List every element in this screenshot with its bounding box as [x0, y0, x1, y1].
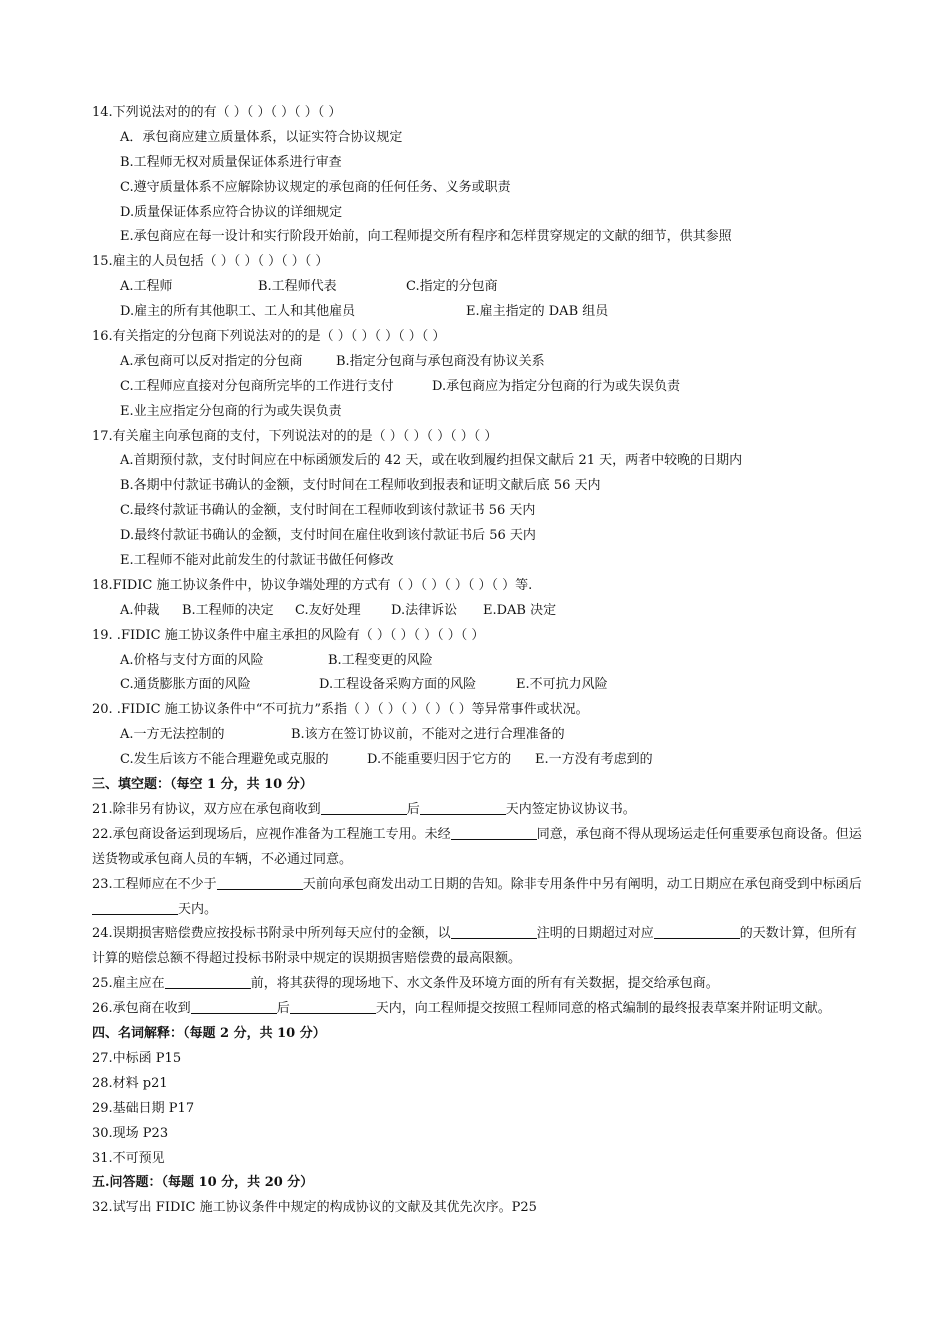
q14-option-e: E.承包商应在每一设计和实行阶段开始前，向工程师提交所有程序和怎样贯穿规定的文献的细节，供其参照 [120, 229, 732, 245]
q16-option-d: D.承包商应为指定分包商的行为或失误负责 [432, 378, 681, 394]
fill-blank [451, 825, 537, 840]
q19-option-d: D.工程设备采购方面的风险 [319, 677, 477, 693]
question-14: 14.下列说法对的的有（ ）（ ）（ ）（ ）（ ） [92, 105, 342, 120]
q16-option-b: B.指定分包商与承包商没有协议关系 [336, 353, 545, 369]
q20-option-a: A.一方无法控制的 [120, 727, 225, 743]
q19-option-e: E.不可抗力风险 [516, 677, 608, 693]
document-body [92, 101, 867, 1221]
q18-options-row [92, 599, 867, 624]
question-30: 30.现场 P23 [92, 1125, 169, 1141]
q19-option-c: C.通货膨胀方面的风险 [120, 677, 251, 693]
q16-option-a: A.承包商可以反对指定的分包商 [120, 353, 303, 369]
q17-option-b: B.各期中付款证书确认的金额，支付时间在工程师收到报表和证明文献后底 56 天内 [120, 478, 601, 494]
q14-option-b: B.工程师无权对质量保证体系进行审查 [120, 154, 342, 170]
question-27: 27.中标函 P15 [92, 1050, 182, 1066]
q15-options-row-2 [92, 300, 867, 325]
q19-option-a: A.价格与支付方面的风险 [120, 652, 264, 668]
fill-blank [92, 900, 178, 915]
question-23: 23.工程师应在不少于 天前向承包商发出动工日期的告知。除非专用条件中另有阐明，动工日期应在承包商受到中标函后天内。 [92, 876, 862, 917]
q19-option-b: B.工程变更的风险 [328, 652, 433, 668]
q17-option-a: A.首期预付款，支付时间应在中标函颁发后的 42 天，或在收到履约担保文献后 21 天，两者中较晚的日期内 [120, 453, 743, 469]
q15-option-c: C.指定的分包商 [406, 279, 498, 295]
q16-options-row-1 [92, 350, 867, 375]
q14-option-a: A．承包商应建立质量体系，以证实符合协议规定 [120, 129, 403, 145]
question-17: 17.有关雇主向承包商的支付，下列说法对的的是（ ）（ ）（ ）（ ）（ ） [92, 428, 498, 444]
question-32: 32.试写出 FIDIC 施工协议条件中规定的构成协议的文献及其优先次序。P25 [92, 1200, 537, 1216]
q15-option-a: A.工程师 [120, 279, 173, 295]
question-26: 26.承包商在收到 后 天内，向工程师提交按照工程师同意的格式编制的最终报表草案并附证明文献。 [92, 1001, 831, 1017]
q18-option-e: E.DAB 决定 [483, 602, 557, 618]
question-19: 19. .FIDIC 施工协议条件中雇主承担的风险有（ ）（ ）（ ）（ ）（ ） [92, 627, 485, 643]
q19-options-row-2 [92, 673, 867, 698]
q14-option-d: D.质量保证体系应符合协议的详细规定 [120, 204, 343, 220]
section-3-heading: 三、填空题：（每空 1 分，共 10 分） [92, 777, 313, 793]
q16-option-c: C.工程师应直接对分包商所完毕的工作进行支付 [120, 378, 394, 394]
q16-option-e: E.业主应指定分包商的行为或失误负责 [120, 403, 342, 419]
question-25: 25.雇主应在 前，将其获得的现场地下、水文条件及环境方面的所有有关数据，提交给承包商。 [92, 976, 719, 992]
fill-blank [451, 924, 537, 939]
section-5-heading: 五.问答题：（每题 10 分，共 20 分） [92, 1175, 314, 1191]
question-24: 24.误期损害赔偿费应按投标书附录中所列每天应付的金额，以 注明的日期超过对应 的天数计算，但所有计算的赔偿总额不得超过投标书附录中规定的误期损害赔偿费的最高限额。 [92, 926, 857, 967]
fill-blank [420, 800, 506, 815]
question-28: 28.材料 p21 [92, 1075, 168, 1091]
question-22: 22.承包商设备运到现场后，应视作准备为工程施工专用。未经 同意，承包商不得从现场运走任何重要承包商设备。但运送货物或承包商人员的车辆，不必通过同意。 [92, 826, 862, 867]
fill-blank [290, 999, 376, 1014]
question-31: 31.不可预见 [92, 1150, 165, 1166]
q14-option-c: C.遵守质量体系不应解除协议规定的承包商的任何任务、义务或职责 [120, 179, 511, 195]
q20-option-c: C.发生后该方不能合理避免或克服的 [120, 752, 329, 768]
q18-option-b: B.工程师的决定 [182, 602, 274, 618]
question-20: 20. .FIDIC 施工协议条件中“不可抗力”系指（ ）（ ）（ ）（ ）（ ）等异常事件或状况。 [92, 702, 589, 718]
question-15: 15.雇主的人员包括（ ）（ ）（ ）（ ）（ ） [92, 254, 329, 270]
q19-options-row-1 [92, 649, 867, 674]
q15-options-row-1 [92, 275, 867, 300]
fill-blank [654, 924, 740, 939]
fill-blank [165, 974, 251, 989]
q16-options-row-2 [92, 375, 867, 400]
q17-option-d: D.最终付款证书确认的金额，支付时间在雇住收到该付款证书后 56 天内 [120, 528, 536, 544]
q20-options-row-1 [92, 723, 867, 748]
q15-option-b: B.工程师代表 [258, 279, 337, 295]
q15-option-e: E.雇主指定的 DAB 组员 [466, 304, 609, 320]
question-18: 18.FIDIC 施工协议条件中，协议争端处理的方式有（ ）（ ）（ ）（ ）（ ）等. [92, 577, 533, 593]
q18-option-d: D.法律诉讼 [391, 602, 458, 618]
q18-option-a: A.仲裁 [120, 602, 160, 618]
section-4-heading: 四、名词解释：（每题 2 分，共 10 分） [92, 1026, 326, 1042]
q15-option-d: D.雇主的所有其他职工、工人和其他雇员 [120, 304, 356, 320]
fill-blank [217, 875, 303, 890]
question-29: 29.基础日期 P17 [92, 1100, 195, 1116]
q20-option-e: E.一方没有考虑到的 [535, 752, 653, 768]
q17-option-c: C.最终付款证书确认的金额，支付时间在工程师收到该付款证书 56 天内 [120, 503, 536, 519]
question-16: 16.有关指定的分包商下列说法对的的是（ ）（ ）（ ）（ ）（ ） [92, 329, 446, 345]
q18-option-c: C.友好处理 [295, 602, 361, 618]
q17-option-e: E.工程师不能对此前发生的付款证书做任何修改 [120, 553, 394, 569]
fill-blank [191, 999, 277, 1014]
q20-options-row-2 [92, 748, 867, 773]
q20-option-b: B.该方在签订协议前，不能对之进行合理准备的 [291, 727, 565, 743]
question-21: 21.除非另有协议，双方应在承包商收到 后 天内签定协议协议书。 [92, 801, 636, 817]
fill-blank [321, 800, 407, 815]
q20-option-d: D.不能重要归因于它方的 [367, 752, 512, 768]
